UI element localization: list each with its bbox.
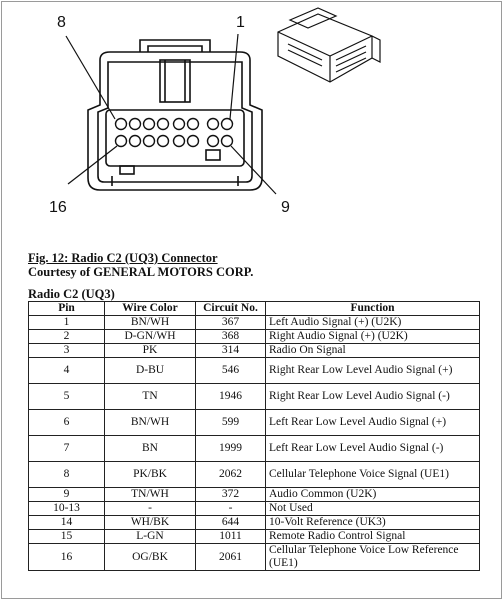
header-function: Function xyxy=(266,302,480,316)
table-row xyxy=(29,436,480,462)
pin-label-8: 8 xyxy=(57,14,66,31)
cell-pin: 15 xyxy=(29,530,105,544)
table-row xyxy=(29,316,480,330)
figure-caption xyxy=(28,251,253,279)
pin-label-9: 9 xyxy=(281,199,290,216)
cell-circuit-no: 599 xyxy=(196,410,266,436)
table-row xyxy=(29,330,480,344)
figure-courtesy: Courtesy of GENERAL MOTORS CORP. xyxy=(28,265,254,279)
cell-function: Audio Common (U2K) xyxy=(266,488,480,502)
table-row xyxy=(29,410,480,436)
pin-row-top xyxy=(116,119,233,130)
cell-wire-color: WH/BK xyxy=(105,516,196,530)
header-pin: Pin xyxy=(29,302,105,316)
cell-function: Right Audio Signal (+) (U2K) xyxy=(266,330,480,344)
header-circuit-no: Circuit No. xyxy=(196,302,266,316)
table-row xyxy=(29,516,480,530)
cell-wire-color: L-GN xyxy=(105,530,196,544)
cell-circuit-no: 2062 xyxy=(196,462,266,488)
cell-wire-color: BN/WH xyxy=(105,316,196,330)
pin-row-bottom xyxy=(116,136,233,147)
cell-wire-color: PK/BK xyxy=(105,462,196,488)
cell-function: Remote Radio Control Signal xyxy=(266,530,480,544)
cell-function: Left Rear Low Level Audio Signal (+) xyxy=(266,410,480,436)
cell-function: Left Rear Low Level Audio Signal (-) xyxy=(266,436,480,462)
cell-circuit-no: 546 xyxy=(196,358,266,384)
table-row xyxy=(29,344,480,358)
cell-pin: 5 xyxy=(29,384,105,410)
cell-circuit-no: 372 xyxy=(196,488,266,502)
cell-function: Cellular Telephone Voice Signal (UE1) xyxy=(266,462,480,488)
cell-circuit-no: 644 xyxy=(196,516,266,530)
cell-circuit-no: 368 xyxy=(196,330,266,344)
cell-pin: 3 xyxy=(29,344,105,358)
table-header-row xyxy=(29,302,480,316)
cell-wire-color: - xyxy=(105,502,196,516)
cell-wire-color: TN/WH xyxy=(105,488,196,502)
cell-function: Not Used xyxy=(266,502,480,516)
cell-function: Right Rear Low Level Audio Signal (-) xyxy=(266,384,480,410)
table-row xyxy=(29,462,480,488)
cell-function: Right Rear Low Level Audio Signal (+) xyxy=(266,358,480,384)
table-row xyxy=(29,384,480,410)
cell-circuit-no: 2061 xyxy=(196,544,266,571)
connector-iso-view xyxy=(278,8,380,82)
table-row xyxy=(29,358,480,384)
cell-wire-color: TN xyxy=(105,384,196,410)
cell-circuit-no: 314 xyxy=(196,344,266,358)
cell-pin: 14 xyxy=(29,516,105,530)
cell-pin: 10-13 xyxy=(29,502,105,516)
table-row xyxy=(29,502,480,516)
cell-pin: 9 xyxy=(29,488,105,502)
cell-wire-color: D-GN/WH xyxy=(105,330,196,344)
cell-circuit-no: 1999 xyxy=(196,436,266,462)
cell-wire-color: PK xyxy=(105,344,196,358)
cell-wire-color: D-BU xyxy=(105,358,196,384)
cell-wire-color: OG/BK xyxy=(105,544,196,571)
cell-pin: 7 xyxy=(29,436,105,462)
table-row xyxy=(29,544,480,571)
cell-pin: 8 xyxy=(29,462,105,488)
header-wire-color: Wire Color xyxy=(105,302,196,316)
cell-function: Left Audio Signal (+) (U2K) xyxy=(266,316,480,330)
cell-function: Cellular Telephone Voice Low Reference (UE1) xyxy=(266,544,480,571)
cell-circuit-no: 1011 xyxy=(196,530,266,544)
table-row xyxy=(29,530,480,544)
cell-circuit-no: 367 xyxy=(196,316,266,330)
cell-function: Radio On Signal xyxy=(266,344,480,358)
table-title: Radio C2 (UQ3) xyxy=(28,287,115,301)
figure-title: Fig. 12: Radio C2 (UQ3) Connector xyxy=(28,251,218,265)
cell-pin: 6 xyxy=(29,410,105,436)
cell-circuit-no: 1946 xyxy=(196,384,266,410)
table-row xyxy=(29,488,480,502)
cell-wire-color: BN xyxy=(105,436,196,462)
table-body xyxy=(29,316,480,571)
pin-label-16: 16 xyxy=(49,199,67,216)
cell-pin: 16 xyxy=(29,544,105,571)
pinout-table xyxy=(28,301,480,571)
cell-pin: 2 xyxy=(29,330,105,344)
cell-pin: 1 xyxy=(29,316,105,330)
cell-function: 10-Volt Reference (UK3) xyxy=(266,516,480,530)
cell-wire-color: BN/WH xyxy=(105,410,196,436)
pin-label-1: 1 xyxy=(236,14,245,31)
cell-circuit-no: - xyxy=(196,502,266,516)
connector-diagram xyxy=(0,0,503,240)
cell-pin: 4 xyxy=(29,358,105,384)
